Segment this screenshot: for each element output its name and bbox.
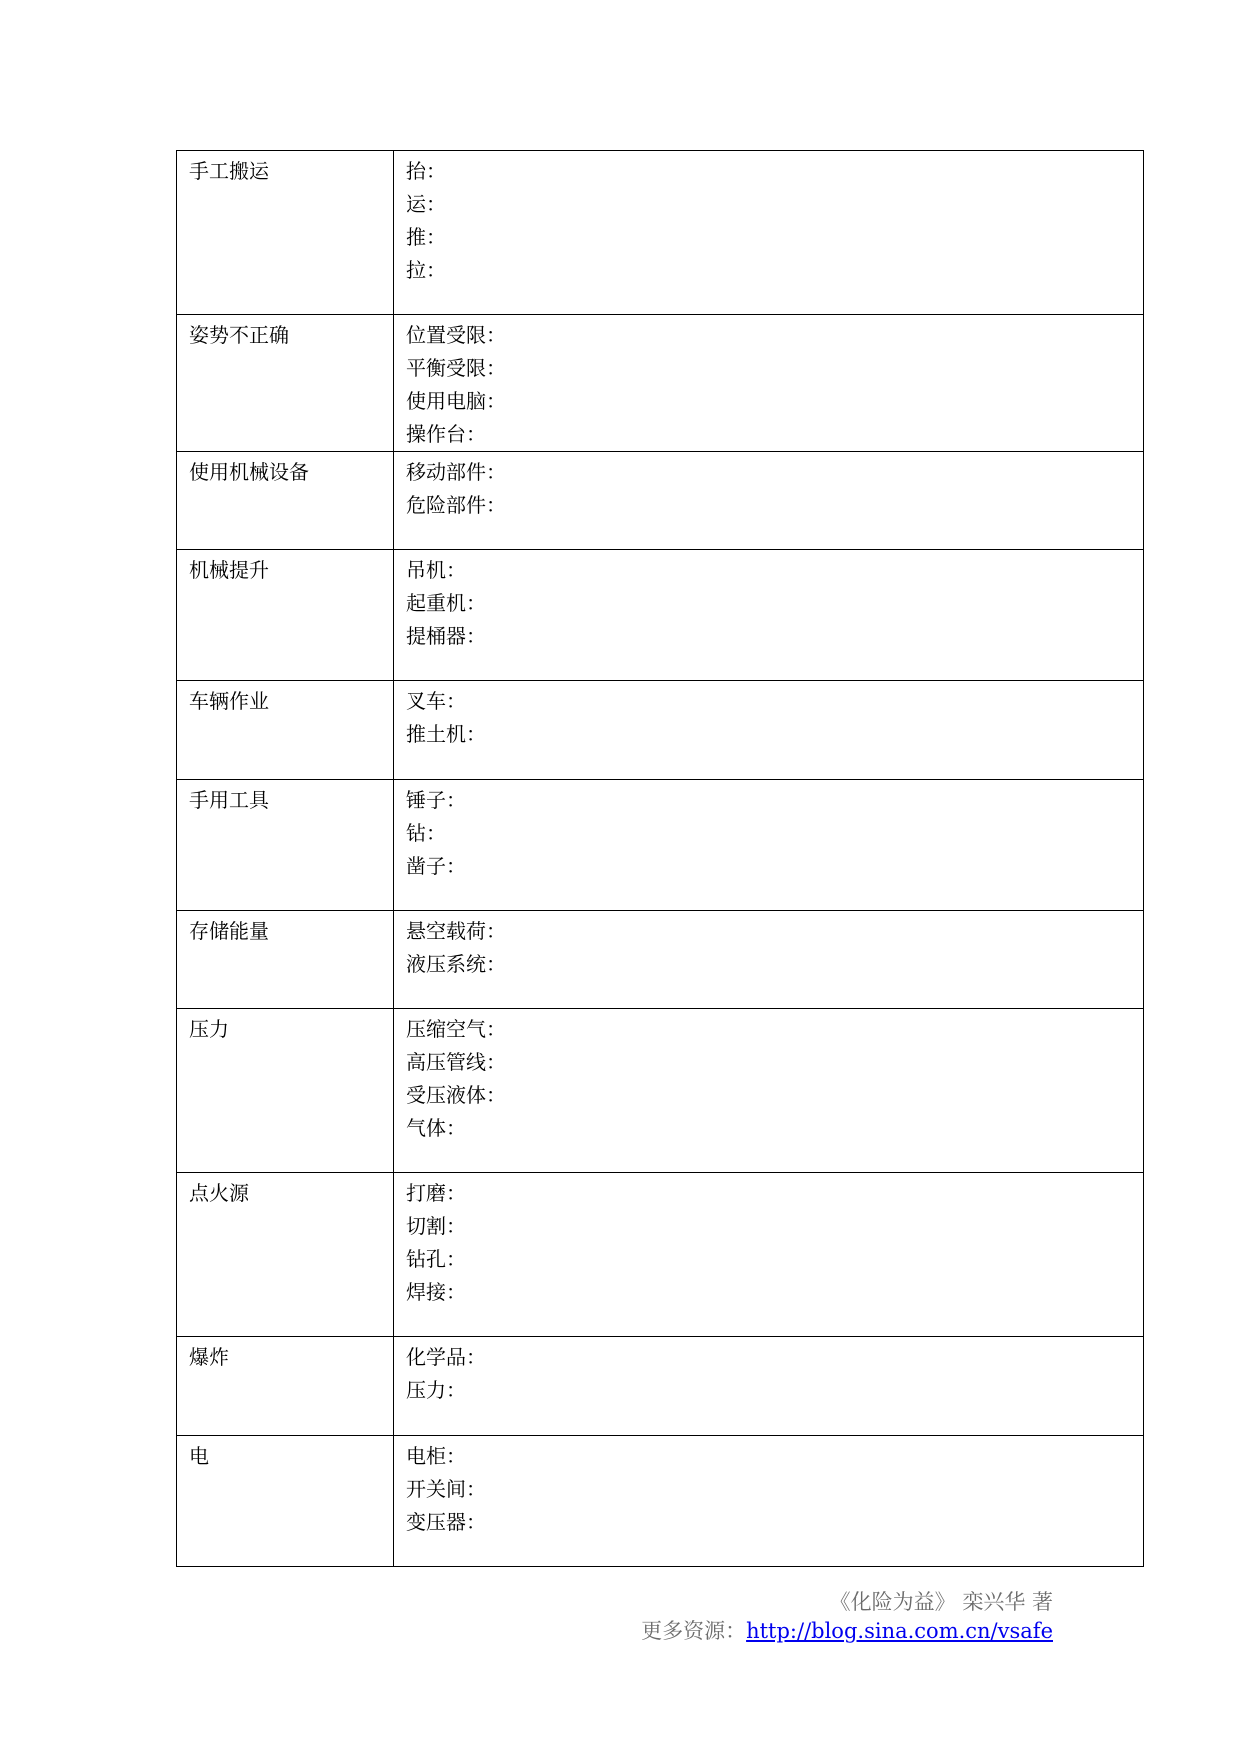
hazard-item: 电柜： xyxy=(406,1444,466,1468)
footer xyxy=(641,1588,1053,1646)
hazard-items-cell xyxy=(394,1337,1144,1436)
hazard-category: 压力 xyxy=(177,1009,394,1173)
hazard-item: 推： xyxy=(406,225,446,249)
hazard-items-cell xyxy=(394,452,1144,550)
hazard-item: 危险部件： xyxy=(406,493,506,517)
hazard-item: 抬： xyxy=(406,159,446,183)
hazard-category: 存储能量 xyxy=(177,911,394,1009)
resources-label: 更多资源： xyxy=(641,1619,747,1643)
hazard-item: 液压系统： xyxy=(406,952,506,976)
hazard-category: 机械提升 xyxy=(177,550,394,681)
hazard-category: 手工搬运 xyxy=(177,151,394,315)
hazard-item: 变压器： xyxy=(406,1510,486,1534)
hazard-items-cell xyxy=(394,151,1144,315)
hazard-item: 操作台： xyxy=(406,422,486,446)
hazard-item: 化学品： xyxy=(406,1345,486,1369)
hazard-item: 压缩空气： xyxy=(406,1017,506,1041)
hazard-item: 压力： xyxy=(406,1378,466,1402)
hazard-items-cell xyxy=(394,681,1144,780)
hazard-row xyxy=(177,1337,1144,1436)
hazard-category: 电 xyxy=(177,1436,394,1567)
hazard-row xyxy=(177,780,1144,911)
hazard-item: 悬空载荷： xyxy=(406,919,506,943)
hazard-category: 姿势不正确 xyxy=(177,315,394,452)
hazard-row xyxy=(177,1009,1144,1173)
hazard-items-cell xyxy=(394,315,1144,452)
hazard-item: 凿子： xyxy=(406,854,466,878)
hazard-item: 锤子： xyxy=(406,788,466,812)
hazard-row xyxy=(177,1173,1144,1337)
hazard-items-cell xyxy=(394,911,1144,1009)
hazard-item: 移动部件： xyxy=(406,460,506,484)
hazard-items-cell xyxy=(394,550,1144,681)
hazard-item: 叉车： xyxy=(406,689,466,713)
hazard-category: 爆炸 xyxy=(177,1337,394,1436)
resources-line xyxy=(641,1617,1053,1646)
hazard-row xyxy=(177,452,1144,550)
hazard-item: 焊接： xyxy=(406,1280,466,1304)
hazard-row xyxy=(177,151,1144,315)
hazard-item: 受压液体： xyxy=(406,1083,506,1107)
hazard-row xyxy=(177,550,1144,681)
hazard-category: 使用机械设备 xyxy=(177,452,394,550)
hazard-item: 钻： xyxy=(406,821,446,845)
hazard-category: 手用工具 xyxy=(177,780,394,911)
hazard-item: 使用电脑： xyxy=(406,389,506,413)
hazard-row xyxy=(177,1436,1144,1567)
hazard-row xyxy=(177,911,1144,1009)
hazard-item: 开关间： xyxy=(406,1477,486,1501)
hazard-items-cell xyxy=(394,780,1144,911)
hazard-item: 打磨： xyxy=(406,1181,466,1205)
hazard-item: 钻孔： xyxy=(406,1247,466,1271)
hazard-item: 平衡受限： xyxy=(406,356,506,380)
hazard-item: 推土机： xyxy=(406,722,486,746)
hazard-row xyxy=(177,681,1144,780)
hazard-category: 车辆作业 xyxy=(177,681,394,780)
hazard-item: 提桶器： xyxy=(406,624,486,648)
hazard-items-cell xyxy=(394,1009,1144,1173)
hazard-items-cell xyxy=(394,1436,1144,1567)
hazard-item: 运： xyxy=(406,192,446,216)
hazard-table xyxy=(176,150,1144,1567)
hazard-row xyxy=(177,315,1144,452)
hazard-item: 吊机： xyxy=(406,558,466,582)
hazard-item: 气体： xyxy=(406,1116,466,1140)
book-credit: 《化险为益》 栾兴华 著 xyxy=(829,1590,1053,1614)
hazard-item: 高压管线： xyxy=(406,1050,506,1074)
hazard-category: 点火源 xyxy=(177,1173,394,1337)
hazard-table-body xyxy=(177,151,1144,1567)
hazard-items-cell xyxy=(394,1173,1144,1337)
blog-link[interactable]: http://blog.sina.com.cn/vsafe xyxy=(746,1619,1053,1643)
hazard-item: 拉： xyxy=(406,258,446,282)
hazard-item: 切割： xyxy=(406,1214,466,1238)
hazard-item: 位置受限： xyxy=(406,323,506,347)
hazard-item: 起重机： xyxy=(406,591,486,615)
